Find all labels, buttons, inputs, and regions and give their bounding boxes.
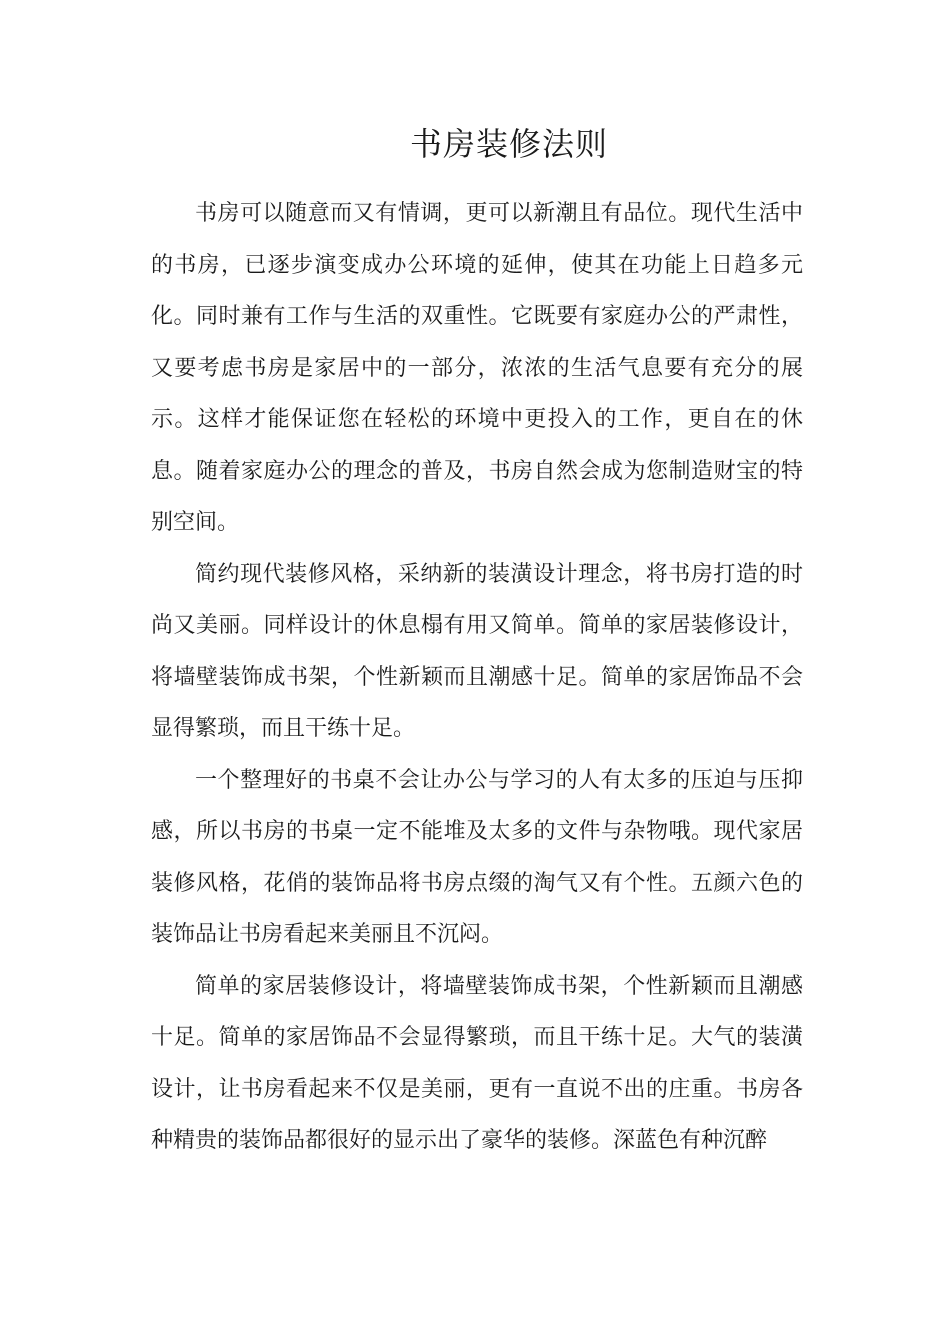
paragraph-1: 书房可以随意而又有情调，更可以新潮且有品位。现代生活中的书房，已逐步演变成办公环境的延伸，使其在功能上日趋多元化。同时兼有工作与生活的双重性。它既要有家庭办公的严肃性，又要考虑书房是家居中的一部分，浓浓的生活气息要有充分的展示。这样才能保证您在轻松的环境中更投入的工作，更自在的休息。随着家庭办公的理念的普及，书房自然会成为您制造财宝的特别空间。	[151, 201, 803, 535]
document-body	[151, 188, 803, 1167]
paragraph-4: 简单的家居装修设计，将墙壁装饰成书架，个性新颖而且潮感十足。简单的家居饰品不会显得繁琐，而且干练十足。大气的装潢设计，让书房看起来不仅是美丽，更有一直说不出的庄重。书房各种精贵的装饰品都很好的显示出了豪华的装修。深蓝色有种沉醉	[151, 973, 803, 1153]
paragraph-3: 一个整理好的书桌不会让办公与学习的人有太多的压迫与压抑感，所以书房的书桌一定不能堆及太多的文件与杂物哦。现代家居装修风格，花俏的装饰品将书房点缀的淘气又有个性。五颜六色的装饰品让书房看起来美丽且不沉闷。	[151, 767, 803, 947]
paragraph-2: 简约现代装修风格，采纳新的装潢设计理念，将书房打造的时尚又美丽。同样设计的休息榻有用又简单。简单的家居装修设计，将墙壁装饰成书架，个性新颖而且潮感十足。简单的家居饰品不会显得繁琐，而且干练十足。	[151, 561, 803, 741]
document-title: 书房装修法则	[409, 125, 608, 163]
